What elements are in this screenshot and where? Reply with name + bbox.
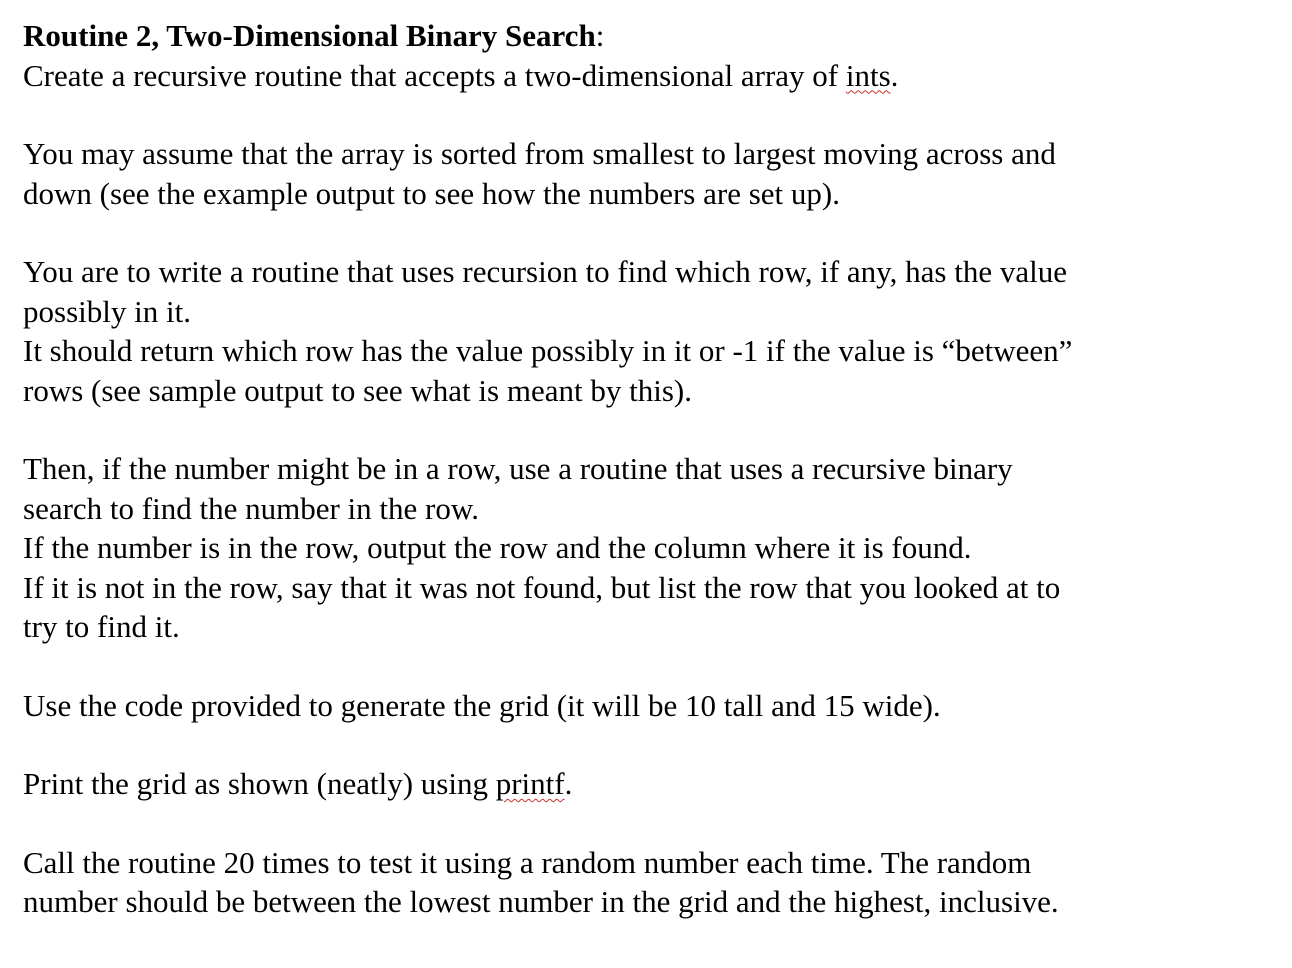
text-line: You are to write a routine that uses recursion to find which row, if any, has the value: [23, 254, 1067, 289]
text-line: search to find the number in the row.: [23, 490, 479, 526]
text-line: possibly in it.: [23, 293, 191, 329]
text-line: It should return which row has the value possibly in it or -1 if the value is “between”: [23, 333, 1073, 368]
paragraph-spacer: [23, 95, 1263, 134]
paragraph-grid: [23, 686, 1263, 726]
intro-line: [23, 56, 1263, 96]
paragraph-spacer: [23, 213, 1263, 252]
text-line: down (see the example output to see how the numbers are set up).: [23, 175, 840, 211]
spellcheck-flagged-word[interactable]: printf: [495, 766, 565, 801]
text-line: Call the routine 20 times to test it using a random number each time. The random: [23, 844, 1032, 880]
text-line: Then, if the number might be in a row, use a routine that uses a recursive binary: [23, 451, 1013, 486]
paragraph-row-search: [23, 252, 1263, 410]
assignment-document: [23, 16, 1263, 922]
spellcheck-flagged-word[interactable]: ints: [845, 57, 891, 93]
heading-line: [23, 16, 1263, 56]
print-period: .: [564, 766, 573, 801]
paragraph-binary-search: [23, 449, 1263, 647]
paragraph-spacer: [23, 410, 1263, 449]
paragraph-sorted: [23, 134, 1263, 213]
text-line: number should be between the lowest number in the grid and the highest, inclusive.: [23, 884, 1059, 919]
text-line: You may assume that the array is sorted from smallest to largest moving across and: [23, 136, 1056, 171]
paragraph-print: [23, 764, 1263, 804]
text-line: If the number is in the row, output the row and the column where it is found.: [23, 530, 972, 565]
print-text: Print the grid as shown (neatly) using: [23, 766, 496, 801]
text-line: try to find it.: [23, 609, 180, 644]
paragraph-spacer: [23, 725, 1263, 764]
text-line: If it is not in the row, say that it was not found, but list the row that you looked at to: [23, 569, 1061, 605]
intro-period: .: [890, 57, 899, 93]
paragraph-call: [23, 843, 1263, 922]
text-line: Use the code provided to generate the grid (it will be 10 tall and 15 wide).: [23, 687, 941, 723]
text-line: rows (see sample output to see what is meant by this).: [23, 372, 692, 408]
intro-text: Create a recursive routine that accepts a two-dimensional array of: [23, 57, 846, 93]
title-colon: :: [595, 18, 605, 53]
routine-title: Routine 2, Two-Dimensional Binary Search: [23, 18, 596, 53]
paragraph-spacer: [23, 804, 1263, 843]
paragraph-spacer: [23, 647, 1263, 686]
